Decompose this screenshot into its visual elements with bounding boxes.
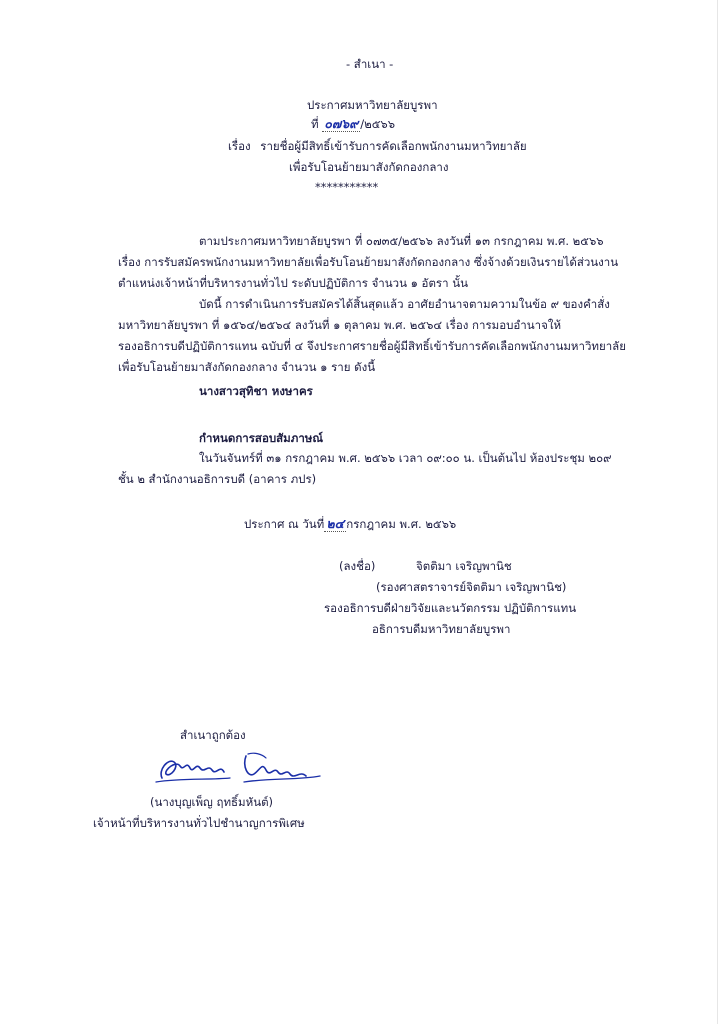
subject-line-1 [228, 139, 527, 153]
signatory-full-name: (รองศาสตราจารย์จิตติมา เจริญพานิช) [376, 580, 567, 594]
number-handwritten: ๐๗๖๙ [324, 116, 359, 131]
interview-line-1: ในวันจันทร์ที่ ๓๑ กรกฎาคม พ.ศ. ๒๕๖๖ เวลา ๐๙:๐๐ น. เป็นต้นไป ห้องประชุม ๒๐๙ [199, 451, 612, 465]
separator: *********** [315, 180, 379, 194]
subject-text-1: รายชื่อผู้มีสิทธิ์เข้ารับการคัดเลือกพนักงานมหาวิทยาลัย [260, 139, 527, 153]
document-number [311, 117, 395, 132]
paragraph-2-line-4: เพื่อรับโอนย้ายมาสังกัดกองกลาง จำนวน ๑ ราย ดังนี้ [118, 360, 376, 374]
announce-date [244, 517, 456, 532]
certify-name: (นางบุญเพ็ญ ฤทธิ์มหันต์) [150, 795, 274, 809]
paragraph-1-line-2: เรื่อง การรับสมัครพนักงานมหาวิทยาลัยเพื่อรับโอนย้ายมาสังกัดกองกลาง ซึ่งจ้างด้วยเงินรายได้ส่วนงาน [118, 255, 619, 269]
paragraph-2-line-2: มหาวิทยาลัยบูรพา ที่ ๑๕๖๔/๒๕๖๔ ลงวันที่ ๑ ตุลาคม พ.ศ. ๒๕๖๔ เรื่อง การมอบอำนาจให้ [118, 318, 562, 332]
signed-label: (ลงชื่อ) [339, 559, 376, 573]
handwritten-signature [150, 748, 325, 790]
announce-suffix: กรกฎาคม พ.ศ. ๒๕๖๖ [346, 517, 457, 531]
copy-mark: - สำเนา - [346, 57, 394, 71]
signed-name: จิตติมา เจริญพานิช [416, 559, 512, 573]
subject-line-2: เพื่อรับโอนย้ายมาสังกัดกองกลาง [289, 160, 449, 174]
number-suffix: /๒๕๖๖ [360, 117, 396, 131]
paragraph-1-line-1: ตามประกาศมหาวิทยาลัยบูรพา ที่ ๐๗๓๕/๒๕๖๖ ลงวันที่ ๑๓ กรกฎาคม พ.ศ. ๒๕๖๖ [199, 234, 604, 248]
certify-position: เจ้าหน้าที่บริหารงานทั่วไปชำนาญการพิเศษ [93, 816, 305, 830]
subject-label: เรื่อง [228, 139, 251, 153]
scan-edge [717, 0, 718, 1024]
number-prefix: ที่ [311, 117, 319, 131]
signatory-position-1: รองอธิการบดีฝ่ายวิจัยและนวัตกรรม ปฏิบัติการแทน [324, 601, 577, 615]
candidate-name: นางสาวสุทิชา หงษาคร [199, 384, 313, 398]
issuer-title: ประกาศมหาวิทยาลัยบูรพา [307, 98, 438, 112]
announce-day-handwritten: ๒๔ [324, 517, 346, 532]
signatory-position-2: อธิการบดีมหาวิทยาลัยบูรพา [372, 622, 511, 636]
announce-prefix: ประกาศ ณ วันที่ [244, 517, 325, 531]
interview-line-2: ชั้น ๒ สำนักงานอธิการบดี (อาคาร ภปร) [118, 472, 317, 486]
paragraph-2-line-1: บัดนี้ การดำเนินการรับสมัครได้สิ้นสุดแล้ว อาศัยอำนาจตามความในข้อ ๙ ของคำสั่ง [199, 297, 610, 311]
interview-heading: กำหนดการสอบสัมภาษณ์ [199, 431, 324, 445]
paragraph-2-line-3: รองอธิการบดีปฏิบัติการแทน ฉบับที่ ๔ จึงประกาศรายชื่อผู้มีสิทธิ์เข้ารับการคัดเลือกพนักงานมหาวิทยาลัย [118, 339, 626, 353]
paragraph-1-line-3: ตำแหน่งเจ้าหน้าที่บริหารงานทั่วไป ระดับปฏิบัติการ จำนวน ๑ อัตรา นั้น [118, 276, 468, 290]
certify-label: สำเนาถูกต้อง [180, 728, 246, 742]
